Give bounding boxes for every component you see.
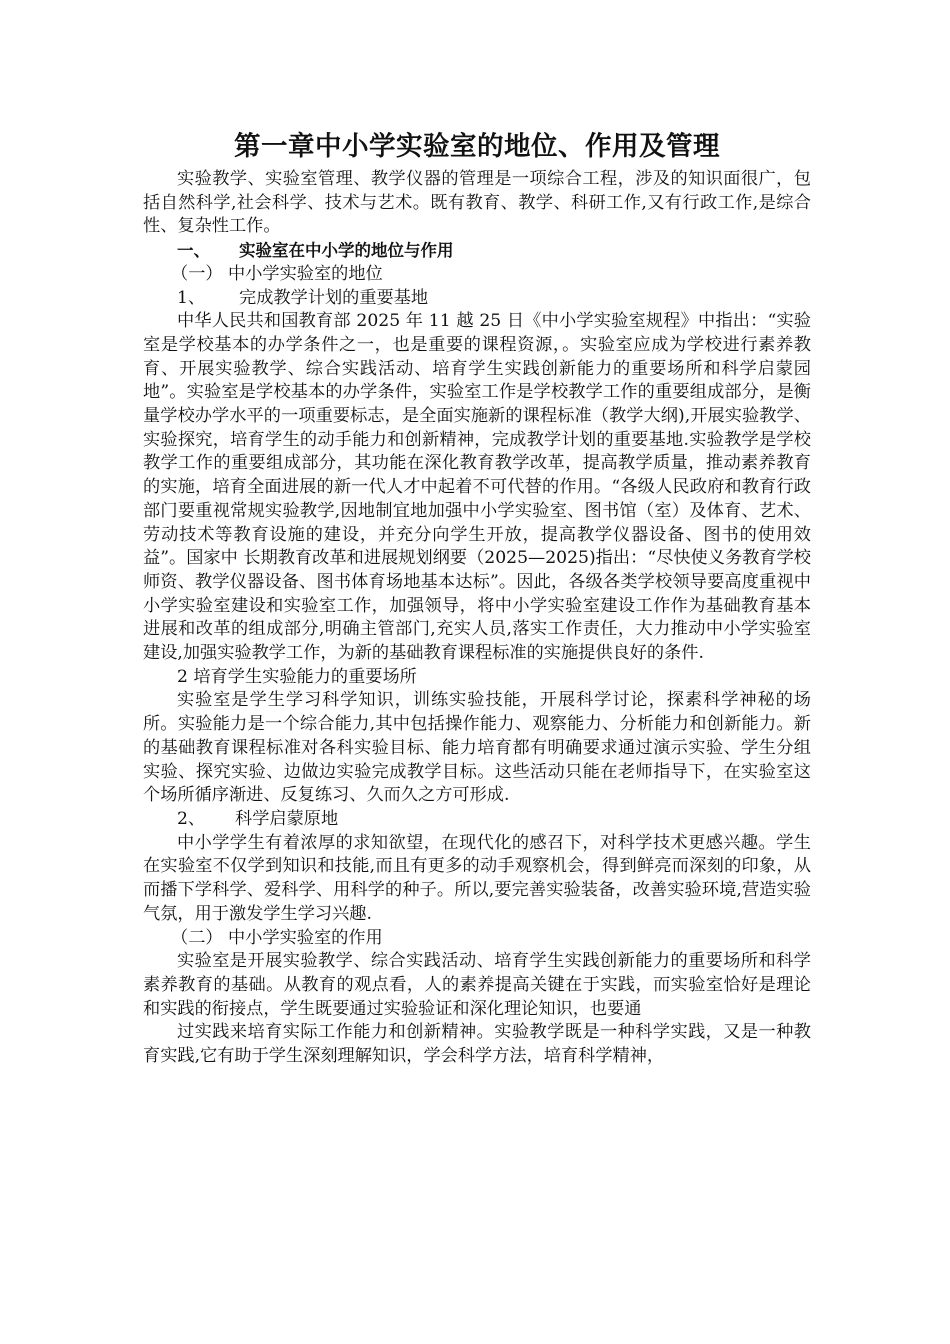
item-number-3: 2、: [177, 808, 206, 829]
body-paragraph-2: 实验室是学生学习科学知识，训练实验技能，开展科学讨论，探素科学神秘的场所。实验能力是一个综合能力,其中包括操作能力、观察能力、分析能力和创新能力。新的基础教育课程标准对各科实验目标、能力培育都有明确要求通过演示实验、学生分组实验、探究实验、边做边实验完成教学目标。这些活动只能在老师指导下，在实验室这个场所循序渐进、反复练习、久而久之方可形成.: [143, 690, 811, 806]
intro-paragraph: 实验教学、实验室管理、教学仪器的管理是一项综合工程，涉及的知识面很广，包括自然科学,社会科学、技术与艺术。既有教育、教学、科研工作,又有行政工作,是综合性、复杂性工作。: [143, 169, 811, 237]
section-number: 一、: [177, 241, 210, 261]
document-page: [143, 126, 811, 1069]
item-heading-1: [143, 287, 811, 311]
body-paragraph-1: 中华人民共和国教育部 2025 年 11 越 25 日《中小学实验室规程》中指出：“实验室是学校基本的办学条件之一，也是重要的课程资源，。实验室应成为学校进行素养教育、开展实验教学、综合实践活动、培育学生实践创新能力的重要场所和科学启蒙园地”。实验室是学校基本的办学条件，实验室工作是学校教学工作的重要组成部分，是衡量学校办学水平的一项重要标志，是全面实施新的课程标准（教学大纲),开展实验教学、实验探究，培育学生的动手能力和创新精神，完成教学计划的重要基地.实验教学是学校教学工作的重要组成部分，其功能在深化教育教学改革，提高教学质量，推动素养教育的实施，培育全面进展的新一代人才中起着不可代替的作用。“各级人民政府和教育行政部门要重视常规实验教学,因地制宜地加强中小学实验室、图书馆（室）及体育、艺术、劳动技术等教育设施的建设，并充分向学生开放，提高教学仪器设备、图书的使用效益”。国家中 长期教育改革和进展规划纲要（2025—2025)指出：“尽快使义务教育学校师资、教学仪器设备、图书体育场地基本达标”。因此，各级各类学校领导要高度重视中小学实验室建设和实验室工作，加强领导，将中小学实验室建设工作作为基础教育基本进展和改革的组成部分,明确主管部门,充实人员,落实工作责任，大力推动中小学实验室建设,加强实验教学工作，为新的基础教育课程标准的实施提供良好的条件.: [143, 311, 811, 664]
body-paragraph-5: 过实践来培育实际工作能力和创新精神。实验教学既是一种科学实践，又是一种教育实践,它有助于学生深刻理解知识，学会科学方法，培育科学精神，: [143, 1022, 811, 1067]
item-heading-2: 2 培育学生实验能力的重要场所: [177, 666, 417, 687]
subsection-heading-2: （二） 中小学实验室的作用: [171, 927, 383, 948]
item-title-1: 完成教学计划的重要基地: [239, 287, 429, 308]
item-title-3: 科学启蒙原地: [235, 808, 339, 829]
body-paragraph-4: 实验室是开展实验教学、综合实践活动、培育学生实践创新能力的重要场所和科学素养教育的基础。从教育的观点看，人的素养提高关键在于实践，而实验室恰好是理论和实践的衔接点，学生既要通过实验验证和深化理论知识，也要通: [143, 951, 811, 1019]
body-paragraph-3: 中小学学生有着浓厚的求知欲望，在现代化的感召下，对科学技术更感兴趣。学生在实验室不仅学到知识和技能,而且有更多的动手观察机会，得到鲜亮而深刻的印象，从而播下学科学、爱科学、用科学的种子。所以,要完善实验装备，改善实验环境,营造实验气氛，用于激发学生学习兴趣.: [143, 832, 811, 924]
section-title: 实验室在中小学的地位与作用: [239, 241, 454, 261]
item-heading-3: [143, 808, 811, 832]
section-heading: [143, 239, 811, 263]
subsection-heading-1: （一） 中小学实验室的地位: [171, 263, 383, 284]
page-title: 第一章中小学实验室的地位、作用及管理: [234, 131, 720, 162]
item-number-1: 1、: [177, 287, 206, 308]
